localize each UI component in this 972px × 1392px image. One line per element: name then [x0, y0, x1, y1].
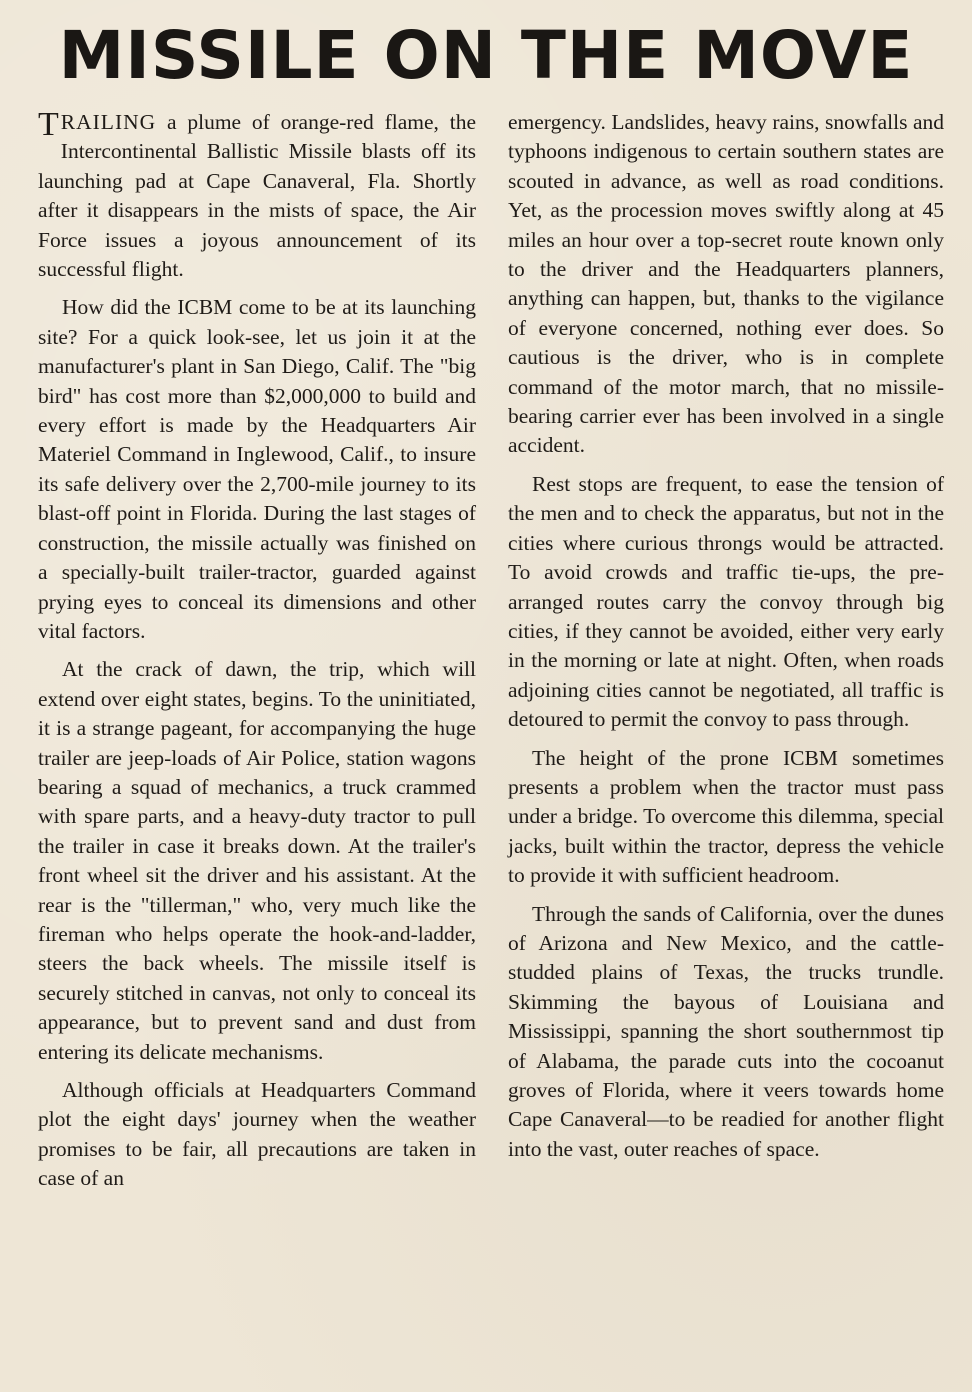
lead-text: a plume of orange-red flame, the Intercontinental Ballistic Missile blasts off its launching pad at Cape Canaveral, Fla. Shortly after it disappears in the mists of space, the Air Force issues a joyous announcement of its successful flight. [38, 110, 476, 282]
paragraph: At the crack of dawn, the trip, which will extend over eight states, begins. To the uninitiated, it is a strange pageant, for accompanying the huge trailer are jeep-loads of Air Police, station wagons bearing a squad of mechanics, a truck crammed with spare parts, and a heavy-duty tractor to pull the trailer in case it breaks down. At the trailer's front wheel sit the driver and his assistant. At the rear is the "tillerman," who, very much like the fireman who helps operate the hook-and-ladder, steers the back wheels. The missile itself is securely stitched in canvas, not only to conceal its appearance, but to prevent sand and dust from entering its delicate mechanisms. [38, 657, 476, 1064]
paragraph: Rest stops are frequent, to ease the tension of the men and to check the apparatus, but not in the cities where curious throngs would be attracted. To avoid crowds and traffic tie-ups, the pre-arranged routes carry the convoy through big cities, if they cannot be avoided, either very early in the morning or late at night. Often, when roads adjoining cities cannot be negotiated, all traffic is detoured to permit the convoy to pass through. [508, 471, 944, 732]
paragraph: How did the ICBM come to be at its launching site? For a quick look-see, let us join it at the manufacturer's plant in San Diego, Calif. The "big bird" has cost more than $2,000,000 to build and every effort is made by the Headquarters Air Materiel Command in Inglewood, Calif., to insure its safe delivery over the 2,700-mile journey to its blast-off point in Florida. During the last stages of construction, the missile actually was finished on a specially-built trailer-tractor, guarded against prying eyes to conceal its dimensions and other vital factors. [38, 295, 476, 643]
right-column [508, 108, 944, 1173]
article-title: MISSILE ON THE MOVE [58, 17, 914, 94]
continued-paragraph: emergency. Landslides, heavy rains, snowfalls and typhoons indigenous to certain southern states are scouted in advance, as well as road conditions. Yet, as the procession moves swiftly along at 45 miles an hour over a top-secret route known only to the driver and the Headquarters planners, anything can happen, but, thanks to the vigilance of everyone concerned, nothing ever does. So cautious is the driver, who is in complete command of the motor march, that no missile-bearing carrier ever has been involved in a single accident. [508, 110, 944, 458]
drop-cap: T [38, 106, 59, 143]
lead-paragraph [38, 108, 476, 284]
lead-caps: RAILING [60, 110, 157, 134]
paragraph: Although officials at Headquarters Command plot the eight days' journey when the weather promises to be fair, all precautions are taken in case of an [38, 1078, 476, 1191]
paragraph: Through the sands of California, over the dunes of Arizona and New Mexico, and the cattle-studded plains of Texas, the trucks trundle. Skimming the bayous of Louisiana and Mississippi, spanning the short southernmost tip of Alabama, the parade cuts into the cocoanut groves of Florida, where it veers towards home Cape Canaveral—to be readied for another flight into the vast, outer reaches of space. [508, 901, 944, 1161]
left-column [38, 108, 476, 1203]
paragraph: The height of the prone ICBM sometimes presents a problem when the tractor must pass under a bridge. To overcome this dilemma, special jacks, built within the tractor, depress the vehicle to provide it with sufficient headroom. [508, 745, 944, 888]
